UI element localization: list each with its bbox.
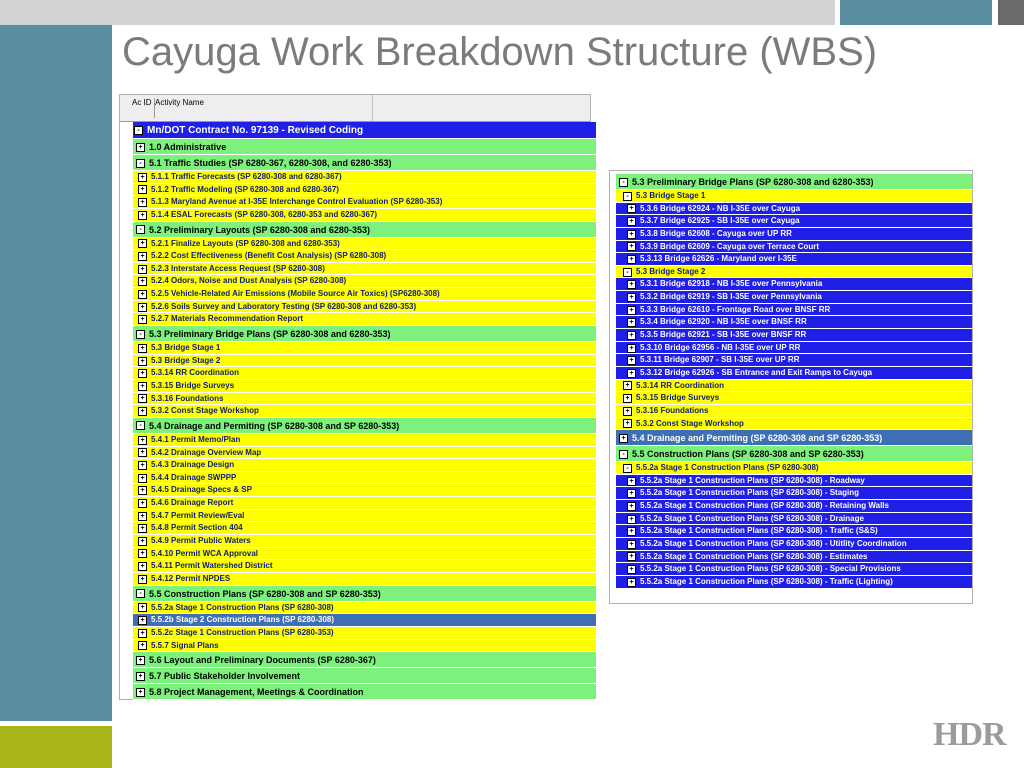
wbs-row[interactable] [616,551,972,564]
wbs-row-label: 5.4.3 Drainage Design [151,460,235,470]
collapse-icon[interactable]: - [623,192,632,201]
expand-icon[interactable]: + [627,527,636,536]
wbs-row[interactable] [616,380,972,393]
wbs-row[interactable] [133,614,596,627]
wbs-row[interactable] [616,392,972,405]
wbs-row-label: 5.3 Preliminary Bridge Plans (SP 6280-308 and 6280-353) [149,329,391,340]
wbs-row[interactable] [133,472,596,485]
top-accent-gray [998,0,1024,25]
expand-icon[interactable]: + [138,211,147,220]
expand-icon[interactable]: + [136,688,145,697]
wbs-row-label: 5.1.3 Maryland Avenue at I-35E Interchange Control Evaluation (SP 6280-353) [151,197,443,207]
wbs-row[interactable] [133,652,596,668]
expand-icon[interactable]: + [138,641,147,650]
wbs-row[interactable] [133,238,596,251]
collapse-icon[interactable]: - [136,159,145,168]
wbs-row-label: 5.5.2a Stage 1 Construction Plans (SP 6280-308) - Traffic (S&S) [640,526,878,536]
wbs-row-label: 5.5.2a Stage 1 Construction Plans (SP 6280-308) - Staging [640,488,860,498]
expand-icon[interactable]: + [138,394,147,403]
wbs-row[interactable] [133,573,596,586]
wbs-row[interactable] [616,203,972,216]
wbs-row-label: 5.3 Bridge Stage 2 [636,266,706,276]
wbs-row[interactable] [616,500,972,513]
wbs-row-label: 5.2 Preliminary Layouts (SP 6280-308 and 6280-353) [149,224,370,235]
expand-icon[interactable]: + [627,502,636,511]
wbs-row-label: 5.8 Project Management, Meetings & Coordination [149,687,364,698]
wbs-row[interactable] [616,342,972,355]
top-band [0,0,835,25]
wbs-row[interactable] [616,487,972,500]
wbs-row[interactable] [616,446,972,462]
wbs-row-label: 5.2.1 Finalize Layouts (SP 6280-308 and 6280-353) [151,238,340,248]
wbs-row-label: 5.5.2a Stage 1 Construction Plans (SP 6280-308) - Traffic (Lighting) [640,576,893,586]
wbs-row[interactable] [133,586,596,602]
wbs-row-label: 5.3 Bridge Stage 1 [636,191,706,200]
wbs-row-label: 5.3.2 Const Stage Workshop [151,406,259,416]
wbs-row[interactable] [616,538,972,551]
wbs-row[interactable] [616,215,972,228]
wbs-row[interactable] [616,430,972,446]
wbs-row[interactable] [133,355,596,368]
wbs-row[interactable] [616,513,972,526]
wbs-row-label: 5.4 Drainage and Permiting (SP 6280-308 and SP 6280-353) [149,420,400,431]
wbs-row-label: 5.3.6 Bridge 62924 - NB I-35E over Cayuga [640,203,801,213]
expand-icon[interactable]: + [627,369,636,378]
wbs-row-label: 5.3.2 Bridge 62919 - SB I-35E over Pennsylvania [640,292,822,302]
wbs-tree-left-body [120,122,590,700]
expand-icon[interactable]: + [138,173,147,182]
wbs-row[interactable] [133,155,596,171]
expand-icon[interactable]: + [627,293,636,302]
grid-header [120,95,590,122]
column-header-activity-name[interactable]: Activity Name [155,98,204,107]
wbs-row-label: 5.5.2b Stage 2 Construction Plans (SP 6280-308) [151,615,335,625]
wbs-row-label: 5.4.9 Permit Public Waters [151,536,251,546]
wbs-row[interactable] [616,174,972,190]
wbs-row[interactable] [133,418,596,434]
expand-icon[interactable]: + [138,575,147,584]
expand-icon[interactable]: + [138,448,147,457]
wbs-row-label: 5.3.13 Bridge 62626 - Maryland over I-35E [640,254,797,264]
expand-icon[interactable]: + [138,369,147,378]
wbs-row[interactable] [616,278,972,291]
expand-icon[interactable]: + [627,344,636,353]
wbs-row-label: 5.5.2a Stage 1 Construction Plans (SP 6280-308) [636,463,819,473]
wbs-row-label: 5.2.2 Cost Effectiveness (Benefit Cost Analysis) (SP 6280-308) [151,251,387,261]
wbs-row[interactable] [133,288,596,301]
expand-icon[interactable]: + [138,252,147,261]
expand-icon[interactable]: + [627,540,636,549]
wbs-row[interactable] [133,459,596,472]
wbs-row-label: 5.4.2 Drainage Overview Map [151,447,262,457]
expand-icon[interactable]: + [138,562,147,571]
expand-icon[interactable]: + [136,656,145,665]
wbs-row[interactable] [133,196,596,209]
wbs-row-label: 5.4.10 Permit WCA Approval [151,548,258,558]
wbs-row-label: 5.3.15 Bridge Surveys [636,393,720,403]
wbs-row[interactable] [616,563,972,576]
wbs-row-label: 5.5 Construction Plans (SP 6280-308 and SP 6280-353) [149,588,381,599]
wbs-row-label: 5.2.7 Materials Recommendation Report [151,314,304,324]
slide-title: Cayuga Work Breakdown Structure (WBS) [122,30,878,74]
wbs-row-label: 5.5.2a Stage 1 Construction Plans (SP 6280-308) - Retaining Walls [640,501,889,511]
wbs-row[interactable] [133,405,596,418]
expand-icon[interactable]: + [138,357,147,366]
wbs-row[interactable] [133,171,596,184]
wbs-row[interactable] [133,510,596,523]
wbs-tree-right-body [610,174,972,589]
wbs-row-label: 5.4.12 Permit NPDES [151,573,231,583]
expand-icon[interactable]: + [627,356,636,365]
wbs-row-label: 5.3.11 Bridge 62907 - SB I-35E over UP RR [640,355,800,365]
wbs-row-label: 5.3.10 Bridge 62956 - NB I-35E over UP RR [640,342,801,352]
collapse-icon[interactable]: - [619,450,628,459]
wbs-row[interactable] [133,535,596,548]
wbs-row-label: 5.3.14 RR Coordination [151,368,240,378]
expand-icon[interactable]: + [627,217,636,226]
expand-icon[interactable]: + [138,474,147,483]
left-accent-bar [0,25,112,721]
expand-icon[interactable]: + [138,499,147,508]
wbs-row[interactable] [133,668,596,684]
wbs-row[interactable] [133,602,596,615]
expand-icon[interactable]: + [627,331,636,340]
expand-icon[interactable]: + [138,486,147,495]
wbs-row[interactable] [133,139,596,155]
expand-icon[interactable]: + [623,381,632,390]
expand-icon[interactable]: + [627,489,636,498]
wbs-row-label: 5.1.1 Traffic Forecasts (SP 6280-308 and 6280-367) [151,172,342,181]
wbs-row[interactable] [616,316,972,329]
wbs-row-label: 5.4.1 Permit Memo/Plan [151,434,241,444]
wbs-grid-left[interactable] [119,94,591,700]
expand-icon[interactable]: + [623,407,632,416]
wbs-row[interactable] [133,326,596,342]
expand-icon[interactable]: + [138,436,147,445]
expand-icon[interactable]: + [138,603,147,612]
wbs-row-label: 5.4.8 Permit Section 404 [151,523,243,533]
wbs-row-label: 5.4.11 Permit Watershed District [151,561,273,571]
collapse-icon[interactable]: - [136,225,145,234]
wbs-row-label: 5.4.6 Drainage Report [151,498,234,508]
wbs-row-label: 5.3.7 Bridge 62925 - SB I-35E over Cayuga [640,216,800,226]
expand-icon[interactable]: + [627,280,636,289]
collapse-icon[interactable]: - [134,126,143,135]
wbs-row[interactable] [133,275,596,288]
hdr-logo: HDR [933,716,1006,753]
expand-icon[interactable]: + [138,198,147,207]
expand-icon[interactable]: + [138,461,147,470]
wbs-row-label: 5.3.1 Bridge 62918 - NB I-35E over Pennsylvania [640,279,823,289]
wbs-row-label: 5.4.5 Drainage Specs & SP [151,485,252,495]
wbs-row[interactable] [133,560,596,573]
wbs-row[interactable] [616,576,972,589]
wbs-row-label: 5.3.8 Bridge 62608 - Cayuga over UP RR [640,228,792,238]
expand-icon[interactable]: + [138,315,147,324]
expand-icon[interactable]: + [136,143,145,152]
wbs-row[interactable] [616,304,972,317]
wbs-row-label: 5.6 Layout and Preliminary Documents (SP 6280-367) [149,655,376,666]
wbs-row-label: 5.4 Drainage and Permiting (SP 6280-308 and SP 6280-353) [632,433,883,444]
wbs-row[interactable] [616,190,972,203]
wbs-row[interactable] [616,291,972,304]
wbs-row-label: 5.5.2a Stage 1 Construction Plans (SP 6280-308) - Estimates [640,551,868,561]
expand-icon[interactable]: + [627,515,636,524]
collapse-icon[interactable]: - [136,330,145,339]
wbs-row-label: 5.5.7 Signal Plans [151,640,219,650]
expand-icon[interactable]: + [138,616,147,625]
expand-icon[interactable]: + [138,524,147,533]
wbs-row[interactable] [133,497,596,510]
wbs-row-label: 5.5.2a Stage 1 Construction Plans (SP 6280-308) [151,602,334,612]
wbs-row[interactable] [133,434,596,447]
wbs-row[interactable] [133,222,596,238]
wbs-row-label: 5.5.2a Stage 1 Construction Plans (SP 6280-308) - Utitlity Coordination [640,539,907,549]
wbs-row-label: 5.2.4 Odors, Noise and Dust Analysis (SP 6280-308) [151,276,347,286]
wbs-row-label: 5.4.7 Permit Review/Eval [151,510,245,520]
wbs-row[interactable] [133,313,596,326]
expand-icon[interactable]: + [138,537,147,546]
collapse-icon[interactable]: - [623,268,632,277]
wbs-row[interactable] [616,418,972,431]
column-divider [372,95,373,121]
wbs-row-label: 5.1.4 ESAL Forecasts (SP 6280-308, 6280-353 and 6280-367) [151,209,378,219]
wbs-row[interactable] [133,184,596,197]
wbs-row[interactable] [133,380,596,393]
expand-icon[interactable]: + [627,552,636,561]
wbs-row-label: 5.3.14 RR Coordination [636,380,725,390]
wbs-row-label: 5.7 Public Stakeholder Involvement [149,671,301,682]
wbs-row[interactable] [616,354,972,367]
expand-icon[interactable]: + [627,306,636,315]
expand-icon[interactable]: + [623,419,632,428]
wbs-row-label: 5.3 Bridge Stage 1 [151,343,221,353]
expand-icon[interactable]: + [627,318,636,327]
wbs-row-label: 5.5.2a Stage 1 Construction Plans (SP 6280-308) - Drainage [640,513,864,523]
collapse-icon[interactable]: - [136,421,145,430]
top-accent-teal [840,0,992,25]
wbs-row-label: 5.3.5 Bridge 62921 - SB I-35E over BNSF RR [640,330,807,340]
left-accent-olive [0,726,112,768]
expand-icon[interactable]: + [627,230,636,239]
wbs-row-label: 5.3.9 Bridge 62609 - Cayuga over Terrace Court [640,241,820,251]
expand-icon[interactable]: + [627,204,636,213]
wbs-row-label: 5.5.2a Stage 1 Construction Plans (SP 6280-308) - Roadway [640,475,865,485]
wbs-row[interactable] [133,393,596,406]
column-header-id[interactable]: Ac ID [132,98,155,118]
wbs-row[interactable] [133,367,596,380]
expand-icon[interactable]: + [138,265,147,274]
collapse-icon[interactable]: - [136,589,145,598]
expand-icon[interactable]: + [138,407,147,416]
expand-icon[interactable]: + [138,185,147,194]
wbs-row-label: 5.2.6 Soils Survey and Laboratory Testing (SP 6280-308 and 6280-353) [151,301,417,311]
wbs-grid-right[interactable] [609,170,973,604]
wbs-row[interactable] [616,525,972,538]
wbs-row-label: Mn/DOT Contract No. 97139 - Revised Coding [147,125,364,136]
wbs-row[interactable] [133,548,596,561]
wbs-row[interactable] [133,263,596,276]
wbs-row[interactable] [616,266,972,279]
wbs-row[interactable] [616,228,972,241]
wbs-row-label: 5.3.2 Const Stage Workshop [636,418,744,428]
wbs-row[interactable] [133,250,596,263]
wbs-row[interactable] [616,367,972,380]
expand-icon[interactable]: + [627,565,636,574]
wbs-row[interactable] [133,640,596,653]
expand-icon[interactable]: + [623,394,632,403]
expand-icon[interactable]: + [138,512,147,521]
wbs-row[interactable] [133,301,596,314]
expand-icon[interactable]: + [136,672,145,681]
expand-icon[interactable]: + [138,277,147,286]
wbs-row-label: 5.2.3 Interstate Access Request (SP 6280-308) [151,263,325,273]
expand-icon[interactable]: + [138,549,147,558]
wbs-row-label: 5.1.2 Traffic Modeling (SP 6280-308 and 6280-367) [151,184,339,194]
expand-icon[interactable]: + [627,242,636,251]
wbs-row[interactable] [133,684,596,700]
wbs-row-label: 5.3.16 Foundations [636,405,709,415]
expand-icon[interactable]: + [138,239,147,248]
expand-icon[interactable]: + [138,382,147,391]
wbs-row[interactable] [133,627,596,640]
wbs-row-label: 5.3.3 Bridge 62610 - Frontage Road over BNSF RR [640,304,831,314]
wbs-row[interactable] [133,342,596,355]
wbs-row[interactable] [616,462,972,475]
expand-icon[interactable]: + [627,255,636,264]
wbs-row[interactable] [133,209,596,222]
expand-icon[interactable]: + [138,344,147,353]
expand-icon[interactable]: + [619,434,628,443]
wbs-row-label: 5.3.15 Bridge Surveys [151,380,235,390]
wbs-row-label: 5.5 Construction Plans (SP 6280-308 and SP 6280-353) [632,449,864,460]
wbs-row[interactable] [616,253,972,266]
wbs-row-label: 5.5.2a Stage 1 Construction Plans (SP 6280-308) - Special Provisions [640,564,901,574]
wbs-row-label: 5.1 Traffic Studies (SP 6280-367, 6280-308, and 6280-353) [149,158,392,168]
wbs-row-label: 5.5.2c Stage 1 Construction Plans (SP 6280-353) [151,627,334,637]
wbs-row[interactable] [133,122,596,139]
wbs-row[interactable] [133,522,596,535]
wbs-row[interactable] [616,405,972,418]
wbs-row-label: 1.0 Administrative [149,142,227,152]
wbs-row-label: 5.2.5 Vehicle-Related Air Emissions (Mobile Source Air Toxics) (SP6280-308) [151,289,440,299]
wbs-row[interactable] [133,484,596,497]
wbs-row-label: 5.3 Preliminary Bridge Plans (SP 6280-308 and 6280-353) [632,177,874,187]
expand-icon[interactable]: + [138,290,147,299]
collapse-icon[interactable]: - [619,178,628,187]
expand-icon[interactable]: + [627,578,636,587]
expand-icon[interactable]: + [627,477,636,486]
wbs-row[interactable] [616,241,972,254]
wbs-row[interactable] [616,475,972,488]
collapse-icon[interactable]: - [623,464,632,473]
wbs-row[interactable] [133,447,596,460]
expand-icon[interactable]: + [138,629,147,638]
wbs-row-label: 5.4.4 Drainage SWPPP [151,472,237,482]
wbs-row-label: 5.3.4 Bridge 62920 - NB I-35E over BNSF RR [640,317,807,327]
wbs-row-label: 5.3.12 Bridge 62926 - SB Entrance and Exit Ramps to Cayuga [640,367,873,377]
wbs-row-label: 5.3.16 Foundations [151,393,224,403]
wbs-row-label: 5.3 Bridge Stage 2 [151,355,221,365]
expand-icon[interactable]: + [138,303,147,312]
wbs-row[interactable] [616,329,972,342]
